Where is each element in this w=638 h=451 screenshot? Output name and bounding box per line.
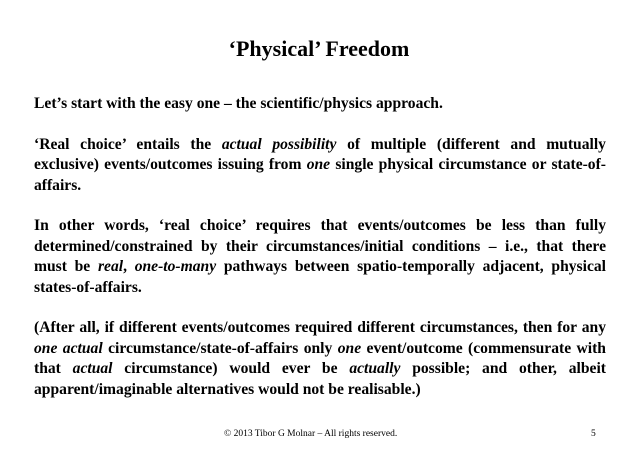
paragraph-other-words bbox=[34, 216, 606, 298]
p3-emphasis-one-to-many: one-to-many bbox=[134, 258, 217, 275]
p2-text-a: ‘Real choice’ entails the bbox=[34, 135, 222, 153]
paragraph-real-choice bbox=[34, 135, 606, 197]
p4-emphasis-one-actual: one actual bbox=[34, 339, 103, 357]
p4-emphasis-one: one bbox=[337, 339, 362, 357]
paragraph-intro-text: Let’s start with the easy one – the scientific/physics approach. bbox=[34, 95, 443, 112]
p3-text-e: pathways between spatio-temporally adjacent, physical states-of-affairs. bbox=[34, 258, 607, 296]
paragraph-intro bbox=[34, 94, 606, 115]
p4-text-e: event/outcome (commensurate with that bbox=[34, 339, 606, 377]
p2-text-c: of multiple (different and mutually exclusive) events/outcomes issuing from bbox=[34, 135, 606, 173]
p3-emphasis-real: real bbox=[97, 258, 124, 275]
slide-body bbox=[34, 94, 606, 420]
p2-emphasis-actual-possibility: actual possibility bbox=[221, 135, 337, 153]
p2-emphasis-one: one bbox=[306, 156, 331, 173]
slide-title: ‘Physical’ Freedom bbox=[228, 36, 410, 61]
page-number: 5 bbox=[591, 429, 596, 439]
p4-emphasis-actually: actually bbox=[349, 360, 401, 377]
p4-text-g: circumstance) would ever be bbox=[112, 360, 350, 377]
p4-text-i: possible; and other, albeit apparent/imaginable alternatives would not be realisable.) bbox=[34, 360, 606, 398]
p4-text-a: (After all, if different events/outcomes required different circumstances, then for any bbox=[34, 319, 606, 336]
p2-text-e: single physical circumstance or state-of-affairs. bbox=[34, 156, 606, 194]
paragraph-after-all bbox=[34, 318, 606, 400]
p4-text-c: circumstance/state-of-affairs only bbox=[102, 339, 338, 357]
p3-text-a: In other words, ‘real choice’ requires that events/outcomes be less than fully determined/constrained by their circumstances/initial conditions – i.e., that there must be bbox=[34, 217, 606, 275]
copyright-notice: © 2013 Tibor G Molnar – All rights reserved. bbox=[224, 429, 398, 439]
p4-emphasis-actual: actual bbox=[72, 360, 113, 377]
p3-text-c: , bbox=[123, 258, 135, 275]
